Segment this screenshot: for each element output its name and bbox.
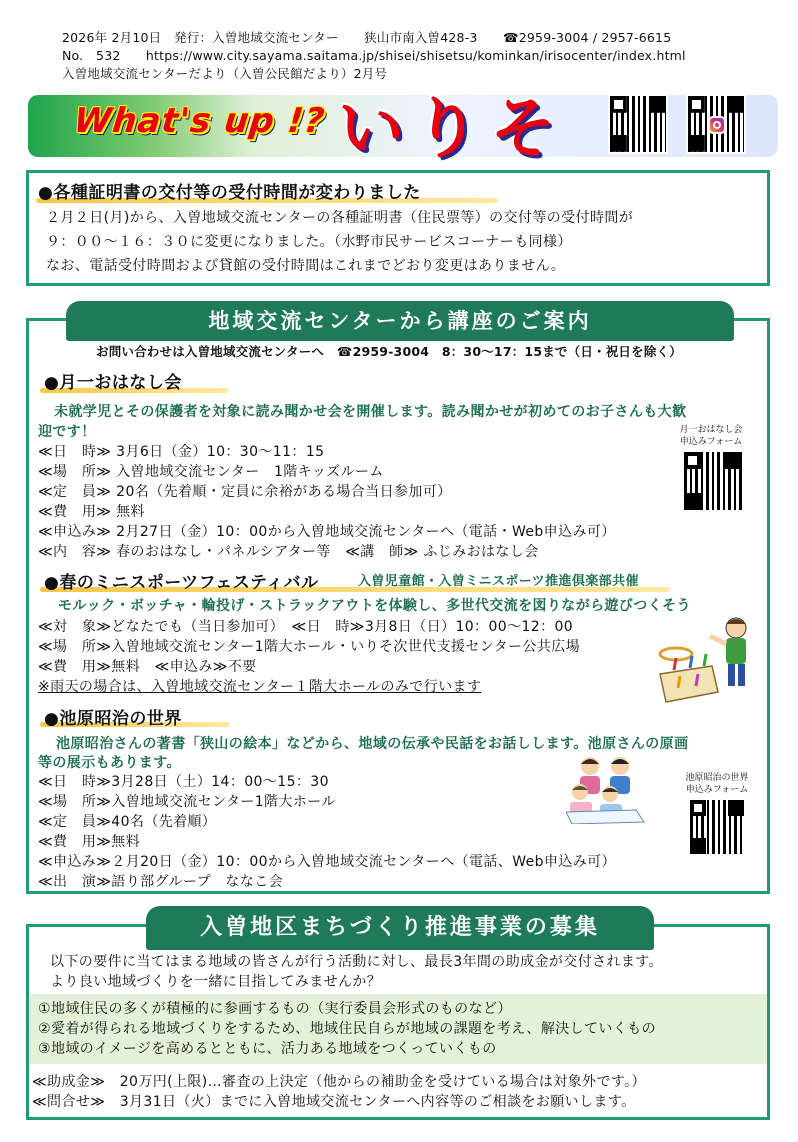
ikehara-detail: ≪場 所≫入曽地域交流センター1階大ホール (38, 794, 336, 810)
header-issue-line: 2026年 2月10日 発行：入曽地域交流センター 狭山市南入曽428-3 ☎2959-3004 / 2957-6615 (62, 30, 672, 45)
sports-intro: モルック・ボッチャ・輪投げ・ストラックアウトを体験し、多世代交流を図りながら遊びつくそう (58, 598, 691, 614)
courses-contact: お問い合わせは入曽地域交流センターへ ☎2959-3004 8：30～17：15まで（日・祝日を除く） (96, 344, 682, 359)
ohanashi-detail: ≪場 所≫ 入曽地域交流センター 1階キッズルーム (38, 464, 384, 480)
ohanashi-form-label: 月一おはなし会 (679, 425, 743, 435)
sports-detail: ≪費 用≫無料 ≪申込み≫不要 (38, 659, 257, 675)
ohanashi-intro: 迎です！ (38, 424, 96, 440)
iriso-title: いりそ (338, 90, 566, 167)
grant-line: ≪助成金≫ 20万円(上限)…審査の上決定（他からの補助金を受けている場合は対象外です。） (32, 1074, 646, 1090)
requirement-item: ②愛着が得られる地域づくりをするため、地域住民自らが地域の課題を考え、解決していくもの (38, 1021, 657, 1037)
ikehara-intro: 等の展示もあります。 (38, 755, 181, 771)
storytelling-illustration-icon (566, 752, 650, 824)
header-url-line[interactable]: No. 532 https://www.city.sayama.saitama.jp/shisei/shisetsu/kominkan/irisocenter/index.html (62, 48, 686, 63)
ikehara-heading: ●池原昭治の世界 (44, 709, 182, 729)
ikehara-intro: 池原昭治さんの著書「狭山の絵本」などから、地域の伝承や民話をお話しします。池原さんの原画 (56, 736, 689, 752)
whats-up-logo: What's up !? (71, 101, 328, 141)
header-subtitle-line: 入曽地域交流センターだより（入曽公民館だより）2月号 (62, 66, 388, 81)
ohanashi-detail: ≪定 員≫ 20名（先着順・定員に余裕がある場合当日参加可） (38, 484, 452, 500)
sports-detail: ≪場 所≫入曽地域交流センター1階大ホール・いりそ次世代支援センター公共広場 (38, 639, 581, 655)
qr-code-icon[interactable] (688, 798, 746, 856)
ikehara-detail: ≪申込み≫２月20日（金）10：00から入曽地域交流センターへ（電話、Web申込み可） (38, 854, 616, 870)
sports-detail: ≪対 象≫どなたでも（当日参加可） ≪日 時≫3月8日（日）10：00～12：00 (38, 619, 574, 635)
notice-line: なお、電話受付時間および貸館の受付時間はこれまでどおり変更はありません。 (46, 258, 566, 274)
requirement-item: ③地域のイメージを高めるとともに、活力ある地域をつくっていくもの (38, 1041, 497, 1057)
machizukuri-intro: 以下の要件に当てはまる地域の皆さんが行う活動に対し、最長3年間の助成金が交付されます。 (50, 954, 663, 970)
ikehara-form-label: 池原昭治の世界 (685, 773, 749, 783)
ohanashi-detail: ≪申込み≫ 2月27日（金）10：00から入曽地域交流センターへ（電話・Web申込み可） (38, 524, 616, 540)
inquiry-line: ≪問合せ≫ 3月31日（火）までに入曽地域交流センターへ内容等のご相談をお願いします。 (32, 1094, 636, 1110)
requirement-item: ①地域住民の多くが積極的に参画するもの（実行委員会形式のものなど） (38, 1001, 512, 1017)
machizukuri-intro: より良い地域づくりを一緒に目指してみませんか？ (50, 974, 382, 990)
ohanashi-form-label: 申込みフォーム (679, 437, 743, 447)
notice-line: ９：００～１６：３０に変更になりました。（水野市民サービスコーナーも同様） (46, 234, 572, 250)
qr-code-icon[interactable] (682, 450, 744, 512)
sports-cosponsor: 入曽児童館・入曽ミニスポーツ推進倶楽部共催 (358, 574, 639, 589)
ikehara-detail: ≪日 時≫3月28日（土）14：00～15：30 (38, 774, 329, 790)
ikehara-detail: ≪費 用≫無料 (38, 834, 141, 850)
sports-heading: ●春のミニスポーツフェスティバル (44, 573, 319, 593)
ring-toss-illustration-icon (652, 614, 762, 708)
machizukuri-title: 入曽地区まちづくり推進事業の募集 (146, 906, 654, 950)
ohanashi-detail: ≪費 用≫ 無料 (38, 504, 145, 520)
ikehara-form-label: 申込みフォーム (685, 785, 749, 795)
notice-heading: ●各種証明書の交付等の受付時間が変わりました (38, 183, 421, 203)
instagram-icon (708, 116, 726, 134)
ohanashi-detail: ≪日 時≫ 3月6日（金）10：30～11：15 (38, 444, 325, 460)
courses-title: 地域交流センターから講座のご案内 (66, 301, 734, 341)
sports-rain-note: ※雨天の場合は、入曽地域交流センター１階大ホールのみで行います (38, 679, 482, 695)
ohanashi-intro: 未就学児とその保護者を対象に読み聞かせ会を開催します。読み聞かせが初めてのお子さんも大歓 (54, 404, 687, 420)
notice-line: ２月２日(月)から、入曽地域交流センターの各種証明書（住民票等）の交付等の受付時間が (46, 210, 634, 226)
ohanashi-heading: ●月一おはなし会 (44, 373, 182, 393)
ikehara-detail: ≪定 員≫40名（先着順） (38, 814, 217, 830)
ohanashi-detail: ≪内 容≫ 春のおはなし・パネルシアター等 ≪講 師≫ ふじみおはなし会 (38, 544, 539, 560)
qr-code-icon[interactable] (608, 94, 668, 154)
ikehara-detail: ≪出 演≫語り部グループ ななこ会 (38, 874, 283, 890)
